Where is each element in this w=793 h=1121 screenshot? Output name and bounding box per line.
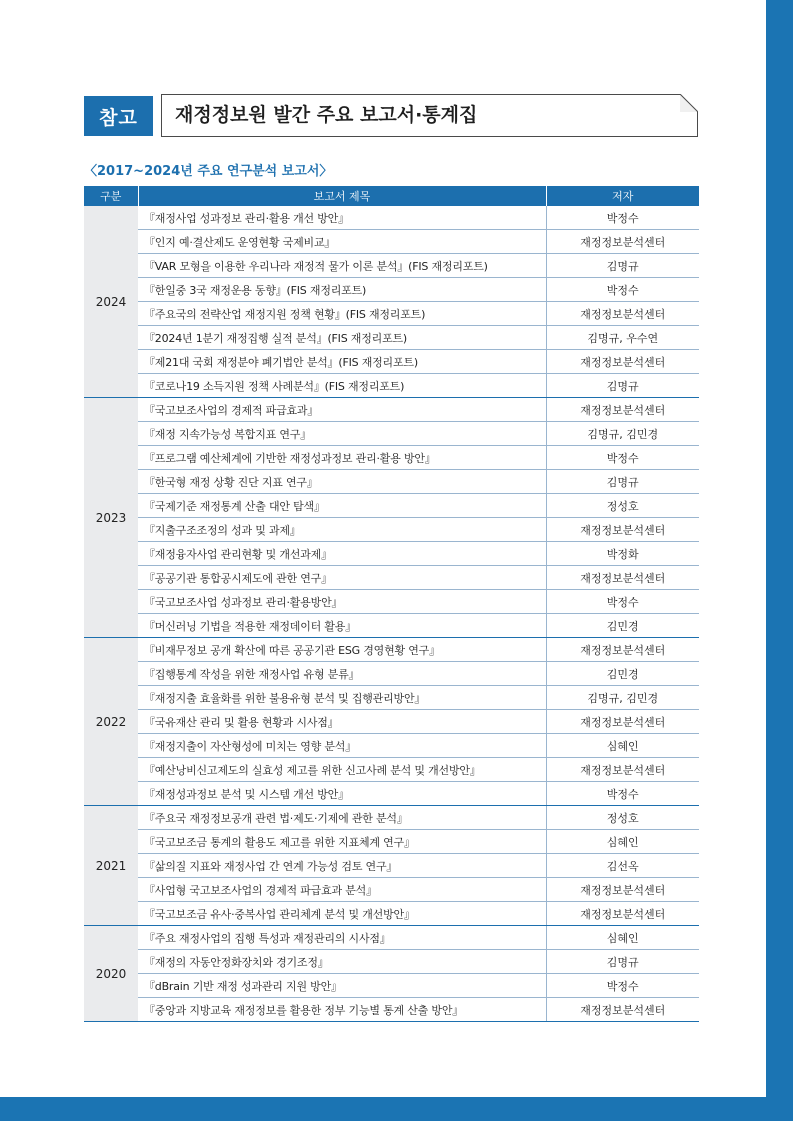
year-cell: 2022 xyxy=(84,638,138,806)
author-cell: 심혜인 xyxy=(546,926,699,950)
section-subtitle: 〈2017~2024년 주요 연구분석 보고서〉 xyxy=(84,164,333,179)
year-cell: 2021 xyxy=(84,806,138,926)
table-row xyxy=(84,374,699,398)
report-title-cell: 『국고보조금 유사·중복사업 관리체계 분석 및 개선방안』 xyxy=(138,902,546,926)
table-row xyxy=(84,542,699,566)
author-cell: 재정정보분석센터 xyxy=(546,902,699,926)
table-row xyxy=(84,518,699,542)
author-cell: 박정수 xyxy=(546,206,699,230)
table-row xyxy=(84,710,699,734)
report-title-cell: 『국고보조사업의 경제적 파급효과』 xyxy=(138,398,546,422)
table-row xyxy=(84,782,699,806)
table-row xyxy=(84,302,699,326)
table-row xyxy=(84,590,699,614)
report-title-cell: 『지출구조조정의 성과 및 과제』 xyxy=(138,518,546,542)
author-cell: 재정정보분석센터 xyxy=(546,230,699,254)
report-title-cell: 『VAR 모형을 이용한 우리나라 재정적 물가 이론 분석』(FIS 재정리포트) xyxy=(138,254,546,278)
table-row xyxy=(84,902,699,926)
table-row xyxy=(84,422,699,446)
author-cell: 김명규 xyxy=(546,470,699,494)
bottom-accent-bar xyxy=(0,1097,793,1121)
author-cell: 김민경 xyxy=(546,614,699,638)
year-cell: 2020 xyxy=(84,926,138,1022)
table-row xyxy=(84,206,699,230)
table-row xyxy=(84,398,699,422)
table-row xyxy=(84,638,699,662)
author-cell: 재정정보분석센터 xyxy=(546,878,699,902)
author-cell: 박정화 xyxy=(546,542,699,566)
author-cell: 김명규 xyxy=(546,254,699,278)
table-row xyxy=(84,758,699,782)
author-cell: 심혜인 xyxy=(546,734,699,758)
table-row xyxy=(84,446,699,470)
author-cell: 김선옥 xyxy=(546,854,699,878)
report-title-cell: 『프로그램 예산체계에 기반한 재정성과정보 관리·활용 방안』 xyxy=(138,446,546,470)
year-cell: 2024 xyxy=(84,206,138,398)
table-row xyxy=(84,566,699,590)
report-title-cell: 『한일중 3국 재정운용 동향』(FIS 재정리포트) xyxy=(138,278,546,302)
author-cell: 재정정보분석센터 xyxy=(546,518,699,542)
author-cell: 정성호 xyxy=(546,494,699,518)
report-title-cell: 『2024년 1분기 재정집행 실적 분석』(FIS 재정리포트) xyxy=(138,326,546,350)
report-title-cell: 『재정융자사업 관리현황 및 개선과제』 xyxy=(138,542,546,566)
table-row xyxy=(84,878,699,902)
table-row xyxy=(84,950,699,974)
author-cell: 김명규, 우수연 xyxy=(546,326,699,350)
page-title-box xyxy=(161,94,698,137)
report-title-cell: 『한국형 재정 상황 진단 지표 연구』 xyxy=(138,470,546,494)
report-title-cell: 『국고보조금 통계의 활용도 제고를 위한 지표체계 연구』 xyxy=(138,830,546,854)
author-cell: 재정정보분석센터 xyxy=(546,638,699,662)
report-title-cell: 『재정지출이 자산형성에 미치는 영향 분석』 xyxy=(138,734,546,758)
table-row xyxy=(84,926,699,950)
report-title-cell: 『공공기관 통합공시제도에 관한 연구』 xyxy=(138,566,546,590)
table-row xyxy=(84,806,699,830)
table-row xyxy=(84,326,699,350)
author-cell: 김명규, 김민경 xyxy=(546,422,699,446)
table-row xyxy=(84,662,699,686)
author-cell: 심혜인 xyxy=(546,830,699,854)
table-row xyxy=(84,254,699,278)
report-title-cell: 『인지 예·결산제도 운영현황 국제비교』 xyxy=(138,230,546,254)
report-title-cell: 『삶의질 지표와 재정사업 간 연계 가능성 검토 연구』 xyxy=(138,854,546,878)
page-fold-icon xyxy=(680,94,698,112)
report-title-cell: 『재정지출 효율화를 위한 불용유형 분석 및 집행관리방안』 xyxy=(138,686,546,710)
author-cell: 박정수 xyxy=(546,590,699,614)
column-header-author: 저자 xyxy=(546,186,699,206)
author-cell: 박정수 xyxy=(546,782,699,806)
side-accent-bar xyxy=(766,0,793,1121)
author-cell: 정성호 xyxy=(546,806,699,830)
report-title-cell: 『사업형 국고보조사업의 경제적 파급효과 분석』 xyxy=(138,878,546,902)
table-row xyxy=(84,734,699,758)
author-cell: 재정정보분석센터 xyxy=(546,998,699,1022)
report-title-cell: 『제21대 국회 재정분야 폐기법안 분석』(FIS 재정리포트) xyxy=(138,350,546,374)
report-title-cell: 『머신러닝 기법을 적용한 재정데이터 활용』 xyxy=(138,614,546,638)
column-header-category: 구분 xyxy=(84,186,138,206)
report-title-cell: 『중앙과 지방교육 재정정보를 활용한 정부 기능별 통계 산출 방안』 xyxy=(138,998,546,1022)
report-title-cell: 『국제기준 재정통계 산출 대안 탐색』 xyxy=(138,494,546,518)
table-row xyxy=(84,470,699,494)
report-title-cell: 『코로나19 소득지원 정책 사례분석』(FIS 재정리포트) xyxy=(138,374,546,398)
reference-tag: 참고 xyxy=(84,96,153,136)
report-title-cell: 『예산낭비신고제도의 실효성 제고를 위한 신고사례 분석 및 개선방안』 xyxy=(138,758,546,782)
report-title-cell: 『국유재산 관리 및 활용 현황과 시사점』 xyxy=(138,710,546,734)
author-cell: 재정정보분석센터 xyxy=(546,350,699,374)
author-cell: 재정정보분석센터 xyxy=(546,710,699,734)
page-title: 재정정보원 발간 주요 보고서·통계집 xyxy=(175,104,478,126)
year-cell: 2023 xyxy=(84,398,138,638)
report-title-cell: 『재정사업 성과정보 관리·활용 개선 방안』 xyxy=(138,206,546,230)
author-cell: 재정정보분석센터 xyxy=(546,398,699,422)
table-row xyxy=(84,686,699,710)
author-cell: 박정수 xyxy=(546,974,699,998)
table-row xyxy=(84,830,699,854)
author-cell: 박정수 xyxy=(546,278,699,302)
table-header-row xyxy=(84,186,699,206)
table-row xyxy=(84,614,699,638)
report-title-cell: 『집행통계 작성을 위한 재정사업 유형 분류』 xyxy=(138,662,546,686)
report-title-cell: 『주요국 재정정보공개 관련 법·제도·기제에 관한 분석』 xyxy=(138,806,546,830)
author-cell: 박정수 xyxy=(546,446,699,470)
report-title-cell: 『국고보조사업 성과정보 관리·활용방안』 xyxy=(138,590,546,614)
report-title-cell: 『주요국의 전략산업 재정지원 정책 현황』(FIS 재정리포트) xyxy=(138,302,546,326)
report-title-cell: 『재정성과정보 분석 및 시스템 개선 방안』 xyxy=(138,782,546,806)
report-title-cell: 『dBrain 기반 재정 성과관리 지원 방안』 xyxy=(138,974,546,998)
author-cell: 김민경 xyxy=(546,662,699,686)
table-row xyxy=(84,854,699,878)
table-row xyxy=(84,278,699,302)
table-row xyxy=(84,998,699,1022)
author-cell: 재정정보분석센터 xyxy=(546,758,699,782)
author-cell: 재정정보분석센터 xyxy=(546,302,699,326)
author-cell: 김명규 xyxy=(546,374,699,398)
report-title-cell: 『재정 지속가능성 복합지표 연구』 xyxy=(138,422,546,446)
table-row xyxy=(84,350,699,374)
report-title-cell: 『재정의 자동안정화장치와 경기조정』 xyxy=(138,950,546,974)
author-cell: 재정정보분석센터 xyxy=(546,566,699,590)
column-header-title: 보고서 제목 xyxy=(138,186,546,206)
author-cell: 김명규, 김민경 xyxy=(546,686,699,710)
report-title-cell: 『주요 재정사업의 집행 특성과 재정관리의 시사점』 xyxy=(138,926,546,950)
table-body xyxy=(84,206,699,1022)
reports-table xyxy=(84,186,699,1022)
table-row xyxy=(84,494,699,518)
table-row xyxy=(84,974,699,998)
report-title-cell: 『비재무정보 공개 확산에 따른 공공기관 ESG 경영현황 연구』 xyxy=(138,638,546,662)
author-cell: 김명규 xyxy=(546,950,699,974)
table-row xyxy=(84,230,699,254)
